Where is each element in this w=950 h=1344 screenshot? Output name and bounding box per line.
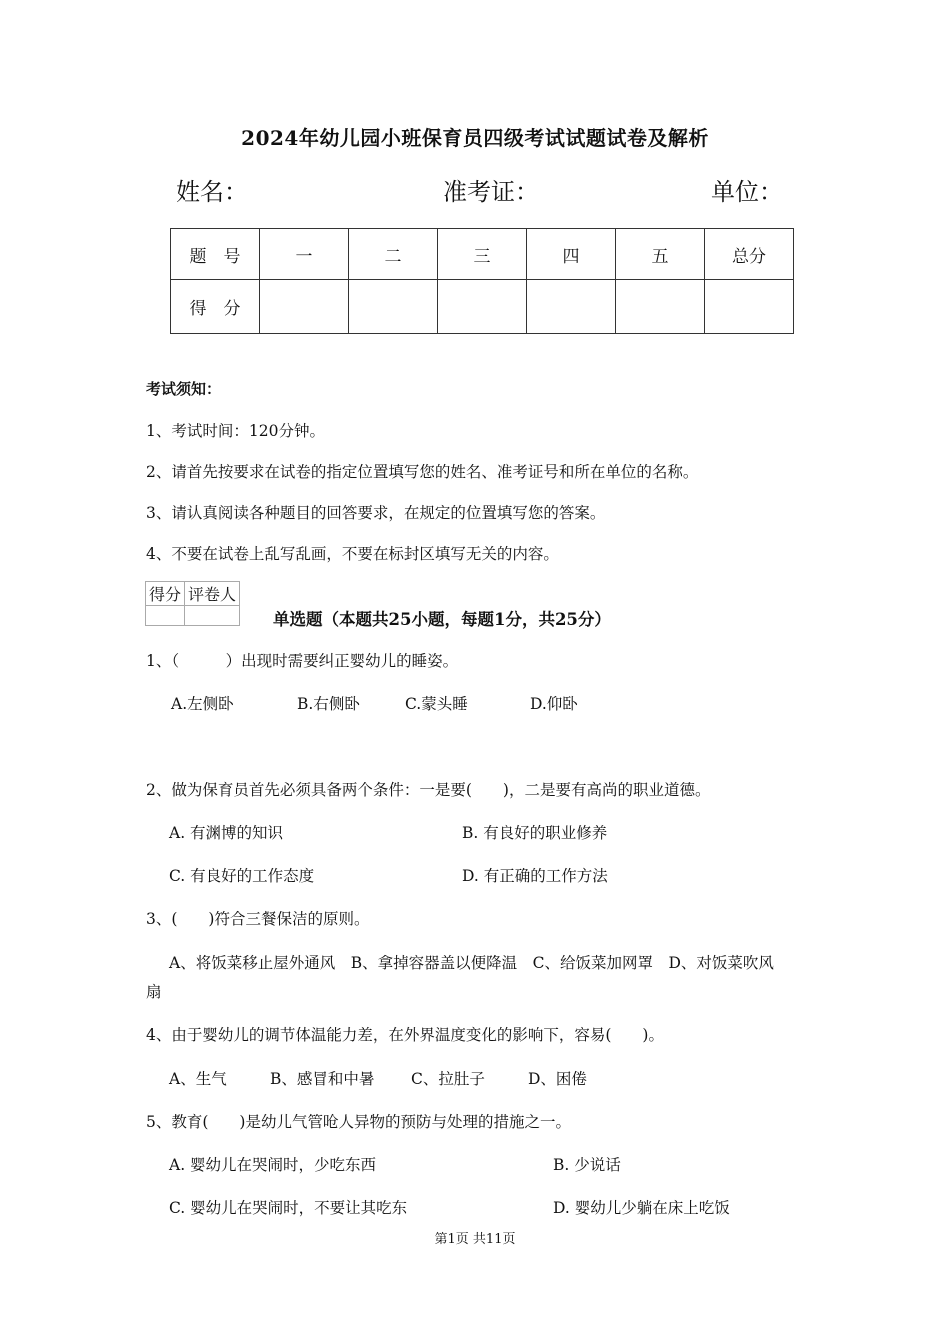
question-option[interactable]: C. 有良好的工作态度 bbox=[169, 867, 315, 885]
score-cell[interactable] bbox=[616, 280, 705, 334]
question-option[interactable]: D、困倦 bbox=[528, 1070, 587, 1088]
score-table-row-label: 得 分 bbox=[171, 280, 260, 334]
score-cell[interactable] bbox=[527, 280, 616, 334]
exam-id-field-label: 准考证： bbox=[443, 178, 539, 206]
score-cell[interactable] bbox=[438, 280, 527, 334]
exam-title: 2024年幼儿园小班保育员四级考试试题试卷及解析 bbox=[241, 126, 709, 150]
score-table-header-cell: 五 bbox=[616, 229, 705, 280]
question-option[interactable]: A、生气 bbox=[169, 1070, 227, 1088]
question-option[interactable]: A.左侧卧 bbox=[171, 695, 234, 713]
score-cell[interactable] bbox=[349, 280, 438, 334]
question-option[interactable]: D. 有正确的工作方法 bbox=[462, 867, 608, 885]
question-stem: 2、做为保育员首先必须具备两个条件：一是要( )，二是要有高尚的职业道德。 bbox=[146, 781, 711, 799]
notice-heading: 考试须知： bbox=[146, 380, 222, 398]
score-cell[interactable] bbox=[705, 280, 794, 334]
grader-box bbox=[145, 581, 240, 626]
question-option[interactable]: B. 少说话 bbox=[553, 1156, 621, 1174]
question-stem: 4、由于婴幼儿的调节体温能力差，在外界温度变化的影响下，容易( )。 bbox=[146, 1026, 664, 1044]
score-table-header-cell: 一 bbox=[260, 229, 349, 280]
notice-item: 1、考试时间：120分钟。 bbox=[146, 422, 325, 440]
score-table-score-row bbox=[171, 280, 794, 334]
score-table-header-cell: 四 bbox=[527, 229, 616, 280]
question-stem: 5、教育( )是幼儿气管呛人异物的预防与处理的措施之一。 bbox=[146, 1113, 571, 1131]
grader-score-label: 得分 bbox=[146, 582, 185, 606]
name-field-label: 姓名： bbox=[176, 178, 248, 206]
question-option[interactable]: C. 婴幼儿在哭闹时，不要让其吃东 bbox=[169, 1199, 408, 1217]
page-footer: 第1页 共11页 bbox=[434, 1232, 516, 1247]
notice-item: 4、不要在试卷上乱写乱画，不要在标封区填写无关的内容。 bbox=[146, 545, 559, 563]
section-title: 单选题（本题共25小题，每题1分，共25分） bbox=[273, 610, 611, 629]
question-option[interactable]: A. 有渊博的知识 bbox=[169, 824, 284, 842]
question-stem: 3、( )符合三餐保洁的原则。 bbox=[146, 910, 370, 928]
unit-field-label: 单位： bbox=[711, 178, 783, 206]
score-table-header-cell: 三 bbox=[438, 229, 527, 280]
question-option[interactable]: C、拉肚子 bbox=[411, 1070, 485, 1088]
score-table-header-cell: 二 bbox=[349, 229, 438, 280]
score-table-header-cell: 总分 bbox=[705, 229, 794, 280]
score-table-header-row bbox=[171, 229, 794, 280]
notice-item: 2、请首先按要求在试卷的指定位置填写您的姓名、准考证号和所在单位的名称。 bbox=[146, 463, 699, 481]
question-option[interactable]: A. 婴幼儿在哭闹时，少吃东西 bbox=[169, 1156, 377, 1174]
score-table bbox=[170, 228, 794, 334]
score-table-header-cell: 题 号 bbox=[171, 229, 260, 280]
grader-score-cell[interactable] bbox=[146, 606, 185, 626]
grader-reviewer-label: 评卷人 bbox=[185, 582, 240, 606]
question-options-line: 扇 bbox=[146, 983, 162, 1001]
question-options-line[interactable]: A、将饭菜移止屋外通风 B、拿掉容器盖以便降温 C、给饭菜加网罩 D、对饭菜吹风 bbox=[169, 954, 774, 972]
notice-item: 3、请认真阅读各种题目的回答要求，在规定的位置填写您的答案。 bbox=[146, 504, 606, 522]
question-stem: 1、（ ）出现时需要纠正婴幼儿的睡姿。 bbox=[146, 652, 459, 670]
score-cell[interactable] bbox=[260, 280, 349, 334]
question-option[interactable]: B、感冒和中暑 bbox=[270, 1070, 375, 1088]
question-option[interactable]: D.仰卧 bbox=[530, 695, 578, 713]
grader-reviewer-cell[interactable] bbox=[185, 606, 240, 626]
question-option[interactable]: D. 婴幼儿少躺在床上吃饭 bbox=[553, 1199, 730, 1217]
question-option[interactable]: B. 有良好的职业修养 bbox=[462, 824, 608, 842]
question-option[interactable]: B.右侧卧 bbox=[297, 695, 360, 713]
question-option[interactable]: C.蒙头睡 bbox=[405, 695, 468, 713]
